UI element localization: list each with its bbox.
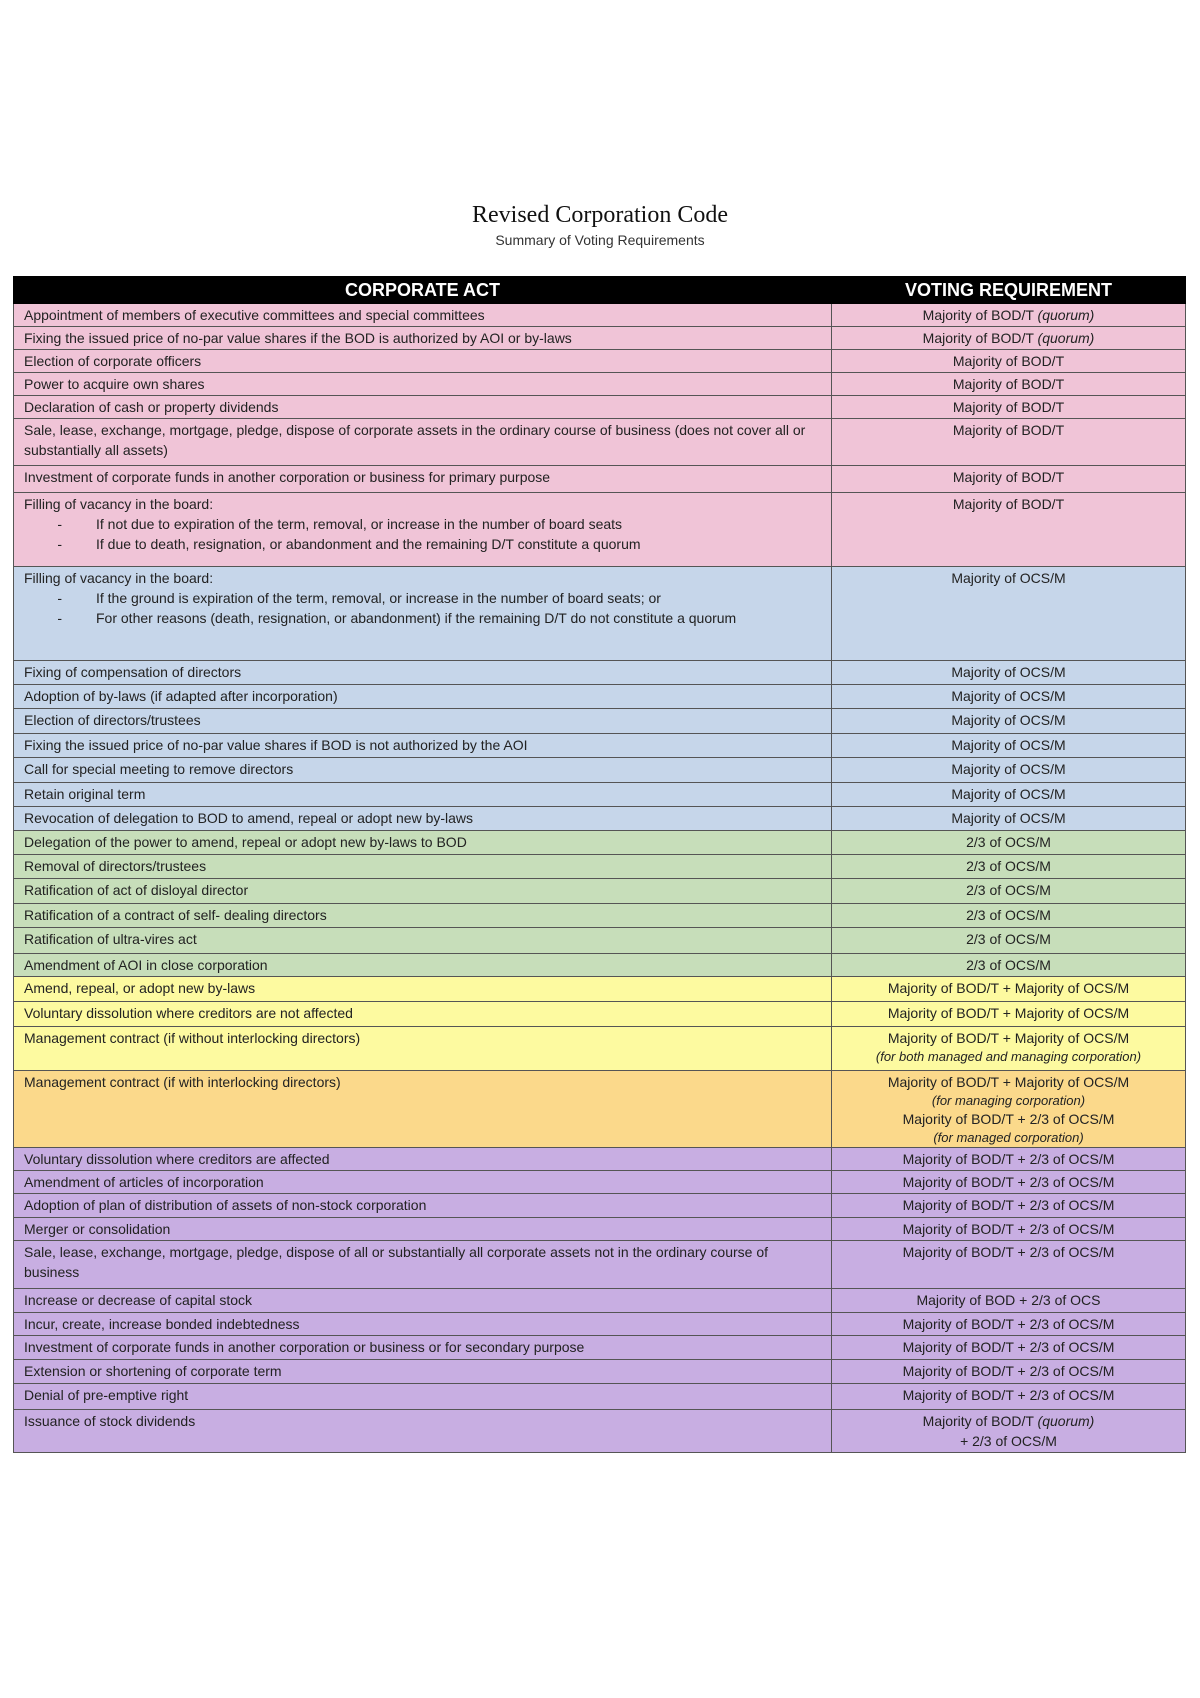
voting-requirement-cell bbox=[832, 904, 1186, 928]
header-corporate-act: CORPORATE ACT bbox=[14, 277, 832, 304]
corporate-act-text: Ratification of a contract of self- dealing directors bbox=[24, 907, 327, 923]
table-row bbox=[14, 1384, 1186, 1410]
corporate-act-text: Fixing the issued price of no-par value shares if the BOD is authorized by AOI or by-laws bbox=[24, 330, 572, 346]
table-row bbox=[14, 1336, 1186, 1360]
voting-requirement-cell bbox=[832, 734, 1186, 758]
requirement-text: Majority of BOD/T + 2/3 of OCS/M bbox=[902, 1197, 1115, 1213]
table-row bbox=[14, 734, 1186, 758]
requirement-line bbox=[842, 1385, 1175, 1405]
table-row bbox=[14, 879, 1186, 904]
corporate-act-text: Extension or shortening of corporate term bbox=[24, 1363, 282, 1379]
corporate-act-cell bbox=[14, 419, 832, 466]
voting-requirement-cell bbox=[832, 758, 1186, 783]
sub-condition-text: If the ground is expiration of the term, removal, or increase in the number of board seats; or bbox=[96, 590, 661, 606]
sub-condition-text: If due to death, resignation, or abandonment and the remaining D/T constitute a quorum bbox=[96, 536, 641, 552]
table-row bbox=[14, 977, 1186, 1002]
requirement-text: 2/3 of OCS/M bbox=[966, 882, 1051, 898]
table-row bbox=[14, 567, 1186, 661]
table-row bbox=[14, 1027, 1186, 1071]
voting-requirement-cell bbox=[832, 1241, 1186, 1289]
table-row bbox=[14, 831, 1186, 855]
corporate-act-cell bbox=[14, 1360, 832, 1384]
voting-requirement-cell bbox=[832, 1194, 1186, 1218]
voting-requirement-cell bbox=[832, 831, 1186, 855]
requirement-line bbox=[842, 1314, 1175, 1334]
table-row bbox=[14, 758, 1186, 783]
requirement-line bbox=[842, 1361, 1175, 1381]
voting-requirement-cell bbox=[832, 493, 1186, 567]
table-row bbox=[14, 1241, 1186, 1289]
voting-requirement-cell bbox=[832, 327, 1186, 350]
sub-condition-text: If not due to expiration of the term, removal, or increase in the number of board seats bbox=[96, 516, 623, 532]
requirement-text: Majority of BOD/T bbox=[952, 353, 1065, 369]
voting-requirement-cell bbox=[832, 709, 1186, 734]
voting-requirement-cell bbox=[832, 419, 1186, 466]
requirement-line bbox=[842, 662, 1175, 682]
voting-requirement-cell bbox=[832, 1027, 1186, 1071]
table-row bbox=[14, 1148, 1186, 1171]
requirement-text: Majority of BOD/T + 2/3 of OCS/M bbox=[902, 1363, 1115, 1379]
corporate-act-cell bbox=[14, 1410, 832, 1453]
requirement-text: Majority of BOD/T bbox=[952, 469, 1065, 485]
table-row bbox=[14, 904, 1186, 928]
page-title: Revised Corporation Code bbox=[472, 202, 728, 228]
requirement-text: 2/3 of OCS/M bbox=[966, 907, 1051, 923]
voting-requirement-cell bbox=[832, 685, 1186, 709]
quorum-note: (quorum) bbox=[1037, 1413, 1095, 1429]
corporate-act-text: Management contract (if with interlocking directors) bbox=[24, 1074, 341, 1090]
table-row bbox=[14, 493, 1186, 567]
table-row bbox=[14, 1071, 1186, 1148]
requirement-note: (for managed corporation) bbox=[933, 1130, 1084, 1145]
requirement-line bbox=[842, 1337, 1175, 1357]
corporate-act-text: Delegation of the power to amend, repeal or adopt new by-laws to BOD bbox=[24, 834, 467, 850]
voting-requirements-table bbox=[13, 276, 1186, 1453]
corporate-act-cell bbox=[14, 1171, 832, 1194]
corporate-act-cell bbox=[14, 1027, 832, 1071]
corporate-act-text: Increase or decrease of capital stock bbox=[24, 1292, 253, 1308]
corporate-act-text: Merger or consolidation bbox=[24, 1221, 171, 1237]
voting-requirement-cell bbox=[832, 977, 1186, 1002]
voting-requirement-cell bbox=[832, 879, 1186, 904]
requirement-text: Majority of BOD/T + 2/3 of OCS/M bbox=[902, 1221, 1115, 1237]
requirement-text-second: Majority of BOD/T + 2/3 of OCS/M bbox=[902, 1111, 1115, 1127]
quorum-note: (quorum) bbox=[1037, 330, 1095, 346]
requirement-text: Majority of OCS/M bbox=[951, 688, 1066, 704]
corporate-act-text: Issuance of stock dividends bbox=[24, 1413, 196, 1429]
corporate-act-cell bbox=[14, 1241, 832, 1289]
sub-condition bbox=[24, 534, 821, 554]
voting-requirement-cell bbox=[832, 1360, 1186, 1384]
voting-requirement-cell bbox=[832, 1002, 1186, 1027]
table-row bbox=[14, 855, 1186, 879]
voting-requirement-cell bbox=[832, 373, 1186, 396]
quorum-note: (quorum) bbox=[1037, 307, 1095, 323]
page-subtitle: Summary of Voting Requirements bbox=[495, 232, 705, 248]
requirement-line bbox=[842, 397, 1175, 417]
corporate-act-cell bbox=[14, 879, 832, 904]
voting-requirement-cell bbox=[832, 928, 1186, 954]
header-voting-requirement: VOTING REQUIREMENT bbox=[832, 277, 1186, 304]
table-row bbox=[14, 373, 1186, 396]
requirement-line bbox=[842, 955, 1175, 975]
requirement-line bbox=[842, 929, 1175, 949]
table-row bbox=[14, 466, 1186, 493]
voting-requirement-cell bbox=[832, 1336, 1186, 1360]
requirement-text: Majority of BOD/T + 2/3 of OCS/M bbox=[902, 1316, 1115, 1332]
corporate-act-cell bbox=[14, 466, 832, 493]
requirement-text: Majority of OCS/M bbox=[951, 761, 1066, 777]
requirement-line bbox=[842, 568, 1175, 588]
voting-requirement-cell bbox=[832, 1218, 1186, 1241]
corporate-act-text: Denial of pre-emptive right bbox=[24, 1387, 189, 1403]
corporate-act-cell bbox=[14, 567, 832, 661]
corporate-act-text: Election of corporate officers bbox=[24, 353, 202, 369]
corporate-act-cell bbox=[14, 373, 832, 396]
requirement-line bbox=[842, 686, 1175, 706]
table-row bbox=[14, 783, 1186, 807]
corporate-act-text: Incur, create, increase bonded indebtedness bbox=[24, 1316, 300, 1332]
requirement-line bbox=[842, 710, 1175, 730]
requirement-text: Majority of BOD/T + 2/3 of OCS/M bbox=[902, 1244, 1115, 1260]
requirement-line bbox=[842, 467, 1175, 487]
requirement-text: Majority of BOD/T + Majority of OCS/M bbox=[887, 1074, 1130, 1090]
corporate-act-text: Adoption of by-laws (if adapted after incorporation) bbox=[24, 688, 338, 704]
requirement-text: Majority of BOD/T + 2/3 of OCS/M bbox=[902, 1387, 1115, 1403]
requirement-line bbox=[842, 420, 1175, 440]
table-row bbox=[14, 661, 1186, 685]
requirement-line bbox=[842, 1411, 1175, 1431]
table-row bbox=[14, 1002, 1186, 1027]
corporate-act-cell bbox=[14, 327, 832, 350]
corporate-act-cell bbox=[14, 1194, 832, 1218]
corporate-act-text: Adoption of plan of distribution of assets of non-stock corporation bbox=[24, 1197, 427, 1213]
requirement-text: Majority of OCS/M bbox=[951, 664, 1066, 680]
requirement-line bbox=[842, 328, 1175, 348]
table-row bbox=[14, 954, 1186, 977]
requirement-text: Majority of BOD/T bbox=[952, 399, 1065, 415]
requirement-text: Majority of BOD/T + 2/3 of OCS/M bbox=[902, 1151, 1115, 1167]
corporate-act-cell bbox=[14, 831, 832, 855]
requirement-line bbox=[842, 759, 1175, 779]
requirement-line bbox=[842, 374, 1175, 394]
sub-condition bbox=[24, 608, 821, 628]
corporate-act-text: Filling of vacancy in the board: bbox=[24, 570, 214, 586]
voting-requirement-cell bbox=[832, 807, 1186, 831]
table-row bbox=[14, 1410, 1186, 1453]
requirement-line bbox=[842, 856, 1175, 876]
corporate-act-text: Retain original term bbox=[24, 786, 146, 802]
corporate-act-cell bbox=[14, 904, 832, 928]
requirement-line bbox=[842, 1172, 1175, 1192]
corporate-act-cell bbox=[14, 685, 832, 709]
requirement-text: Majority of BOD/T + 2/3 of OCS/M bbox=[902, 1174, 1115, 1190]
table-row bbox=[14, 807, 1186, 831]
table-row bbox=[14, 1313, 1186, 1336]
requirement-text: Majority of BOD/T bbox=[922, 330, 1034, 346]
requirement-text: Majority of OCS/M bbox=[951, 786, 1066, 802]
requirement-line bbox=[842, 1149, 1175, 1169]
corporate-act-text: Election of directors/trustees bbox=[24, 712, 201, 728]
requirement-text: Majority of BOD + 2/3 of OCS bbox=[916, 1292, 1101, 1308]
corporate-act-text: Amendment of AOI in close corporation bbox=[24, 957, 268, 973]
table-row bbox=[14, 1289, 1186, 1313]
bullet-dash: - bbox=[57, 590, 62, 606]
requirement-text: Majority of BOD/T + Majority of OCS/M bbox=[887, 1005, 1130, 1021]
requirement-text: Majority of BOD/T bbox=[952, 422, 1065, 438]
corporate-act-cell bbox=[14, 734, 832, 758]
requirement-line bbox=[842, 1290, 1175, 1310]
voting-requirement-cell bbox=[832, 954, 1186, 977]
corporate-act-cell bbox=[14, 977, 832, 1002]
requirement-line bbox=[842, 305, 1175, 325]
voting-requirement-cell bbox=[832, 567, 1186, 661]
table-row bbox=[14, 709, 1186, 734]
voting-requirement-cell bbox=[832, 1171, 1186, 1194]
table-row bbox=[14, 928, 1186, 954]
requirement-text: Majority of OCS/M bbox=[951, 570, 1066, 586]
requirement-note: (for both managed and managing corporation) bbox=[875, 1049, 1142, 1064]
corporate-act-text: Amend, repeal, or adopt new by-laws bbox=[24, 980, 256, 996]
requirement-line bbox=[842, 832, 1175, 852]
corporate-act-cell bbox=[14, 1218, 832, 1241]
voting-requirement-cell bbox=[832, 1148, 1186, 1171]
corporate-act-text: Appointment of members of executive committees and special committees bbox=[24, 307, 485, 323]
requirement-text: 2/3 of OCS/M bbox=[966, 858, 1051, 874]
corporate-act-cell bbox=[14, 855, 832, 879]
requirement-note: (for managing corporation) bbox=[931, 1093, 1086, 1108]
requirement-text: Majority of OCS/M bbox=[951, 712, 1066, 728]
sub-condition bbox=[24, 588, 821, 608]
requirement-text: Majority of OCS/M bbox=[951, 810, 1066, 826]
table-row bbox=[14, 419, 1186, 466]
voting-requirement-cell bbox=[832, 1410, 1186, 1453]
bullet-dash: - bbox=[57, 610, 62, 626]
corporate-act-cell bbox=[14, 1313, 832, 1336]
requirement-text: Majority of BOD/T bbox=[952, 376, 1065, 392]
requirement-line bbox=[842, 1072, 1175, 1092]
voting-requirement-cell bbox=[832, 350, 1186, 373]
corporate-act-cell bbox=[14, 396, 832, 419]
corporate-act-text: Removal of directors/trustees bbox=[24, 858, 207, 874]
corporate-act-text: Voluntary dissolution where creditors are affected bbox=[24, 1151, 330, 1167]
corporate-act-text: Sale, lease, exchange, mortgage, pledge, dispose of all or substantially all corporate assets not in the ordinary course of business bbox=[24, 1244, 768, 1280]
corporate-act-text: Management contract (if without interlocking directors) bbox=[24, 1030, 361, 1046]
voting-requirement-cell bbox=[832, 304, 1186, 327]
table-row bbox=[14, 1171, 1186, 1194]
corporate-act-text: Fixing the issued price of no-par value shares if BOD is not authorized by the AOI bbox=[24, 737, 528, 753]
table-row bbox=[14, 350, 1186, 373]
bullet-dash: - bbox=[57, 536, 62, 552]
table-body bbox=[14, 304, 1186, 1453]
corporate-act-cell bbox=[14, 783, 832, 807]
corporate-act-cell bbox=[14, 1002, 832, 1027]
requirement-text: Majority of BOD/T + 2/3 of OCS/M bbox=[902, 1339, 1115, 1355]
requirement-tail: + 2/3 of OCS/M bbox=[960, 1433, 1057, 1449]
corporate-act-cell bbox=[14, 1384, 832, 1410]
table-row bbox=[14, 304, 1186, 327]
corporate-act-text: Call for special meeting to remove directors bbox=[24, 761, 294, 777]
requirement-line bbox=[842, 1003, 1175, 1023]
corporate-act-cell bbox=[14, 758, 832, 783]
corporate-act-text: Declaration of cash or property dividends bbox=[24, 399, 279, 415]
table-row bbox=[14, 327, 1186, 350]
requirement-line bbox=[842, 494, 1175, 514]
corporate-act-cell bbox=[14, 661, 832, 685]
corporate-act-text: Investment of corporate funds in another corporation or business for primary purpose bbox=[24, 469, 551, 485]
corporate-act-text: Fixing of compensation of directors bbox=[24, 664, 242, 680]
requirement-text: Majority of BOD/T bbox=[922, 307, 1034, 323]
corporate-act-cell bbox=[14, 1336, 832, 1360]
voting-requirement-cell bbox=[832, 783, 1186, 807]
corporate-act-text: Ratification of ultra-vires act bbox=[24, 931, 197, 947]
corporate-act-cell bbox=[14, 954, 832, 977]
sub-condition-text: For other reasons (death, resignation, or abandonment) if the remaining D/T do not constitute a quorum bbox=[96, 610, 737, 626]
corporate-act-cell bbox=[14, 807, 832, 831]
requirement-line bbox=[842, 735, 1175, 755]
voting-requirement-cell bbox=[832, 1071, 1186, 1148]
requirement-line bbox=[842, 978, 1175, 998]
requirement-line bbox=[842, 784, 1175, 804]
voting-requirement-cell bbox=[832, 1289, 1186, 1313]
corporate-act-cell bbox=[14, 1071, 832, 1148]
requirement-text: Majority of BOD/T bbox=[922, 1413, 1034, 1429]
table-header-row bbox=[14, 277, 1186, 304]
corporate-act-cell bbox=[14, 350, 832, 373]
corporate-act-cell bbox=[14, 1289, 832, 1313]
corporate-act-cell bbox=[14, 1148, 832, 1171]
voting-requirement-cell bbox=[832, 396, 1186, 419]
requirement-line bbox=[842, 905, 1175, 925]
voting-requirement-cell bbox=[832, 855, 1186, 879]
corporate-act-text: Revocation of delegation to BOD to amend, repeal or adopt new by-laws bbox=[24, 810, 474, 826]
corporate-act-text: Investment of corporate funds in another corporation or business or for secondary purpose bbox=[24, 1339, 585, 1355]
requirement-line bbox=[842, 1242, 1175, 1262]
corporate-act-cell bbox=[14, 304, 832, 327]
requirement-text: Majority of BOD/T bbox=[952, 496, 1065, 512]
table-row bbox=[14, 1360, 1186, 1384]
table-row bbox=[14, 1218, 1186, 1241]
voting-requirement-cell bbox=[832, 661, 1186, 685]
corporate-act-cell bbox=[14, 928, 832, 954]
corporate-act-text: Filling of vacancy in the board: bbox=[24, 496, 214, 512]
requirement-line bbox=[842, 1028, 1175, 1048]
voting-requirement-cell bbox=[832, 1384, 1186, 1410]
voting-requirement-cell bbox=[832, 466, 1186, 493]
requirement-line bbox=[842, 351, 1175, 371]
requirement-text: Majority of BOD/T + Majority of OCS/M bbox=[887, 1030, 1130, 1046]
requirement-line bbox=[842, 808, 1175, 828]
requirement-text: 2/3 of OCS/M bbox=[966, 834, 1051, 850]
requirement-text: 2/3 of OCS/M bbox=[966, 931, 1051, 947]
requirement-line bbox=[842, 880, 1175, 900]
table-row bbox=[14, 1194, 1186, 1218]
table-row bbox=[14, 396, 1186, 419]
sub-condition bbox=[24, 514, 821, 534]
requirement-text: 2/3 of OCS/M bbox=[966, 957, 1051, 973]
corporate-act-text: Power to acquire own shares bbox=[24, 376, 205, 392]
requirement-line bbox=[842, 1195, 1175, 1215]
corporate-act-cell bbox=[14, 709, 832, 734]
corporate-act-text: Ratification of act of disloyal director bbox=[24, 882, 249, 898]
corporate-act-text: Sale, lease, exchange, mortgage, pledge, dispose of corporate assets in the ordinary course of business (does not cover all or substantially all assets) bbox=[24, 422, 806, 458]
requirement-text: Majority of BOD/T + Majority of OCS/M bbox=[887, 980, 1130, 996]
table-row bbox=[14, 685, 1186, 709]
corporate-act-text: Amendment of articles of incorporation bbox=[24, 1174, 264, 1190]
requirement-text: Majority of OCS/M bbox=[951, 737, 1066, 753]
voting-requirement-cell bbox=[832, 1313, 1186, 1336]
corporate-act-text: Voluntary dissolution where creditors are not affected bbox=[24, 1005, 353, 1021]
requirement-line bbox=[842, 1219, 1175, 1239]
bullet-dash: - bbox=[57, 516, 62, 532]
corporate-act-cell bbox=[14, 493, 832, 567]
